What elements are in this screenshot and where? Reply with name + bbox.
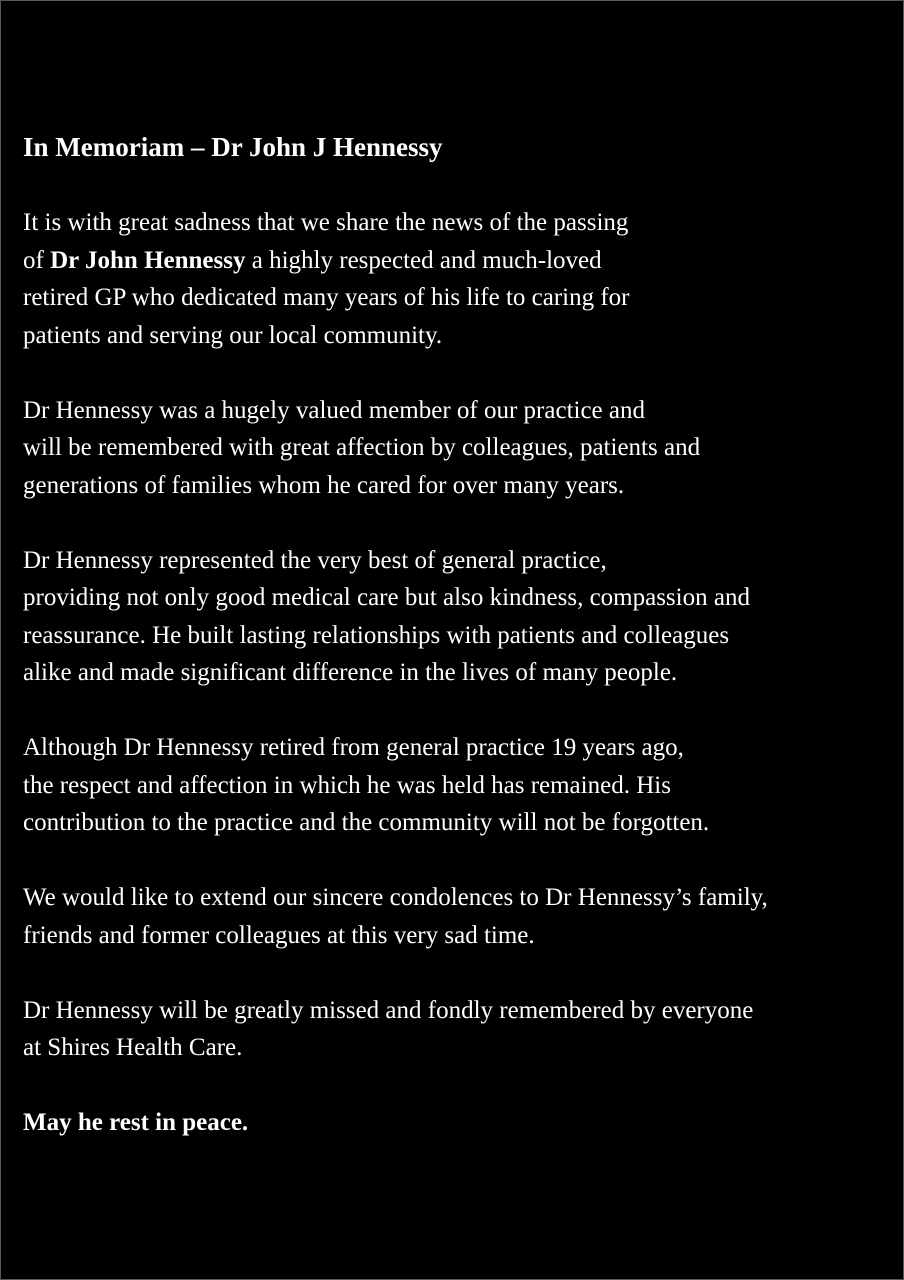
doctor-name-bold: Dr John Hennessy — [50, 246, 246, 274]
paragraph-3 — [23, 542, 893, 692]
paragraph-line: patients and serving our local community. — [23, 321, 443, 349]
memorial-notice-content — [23, 127, 893, 1142]
paragraph-line: Although Dr Hennessy retired from general practice 19 years ago, — [23, 734, 684, 761]
paragraph-line: Dr Hennessy will be greatly missed and fondly remembered by everyone — [23, 996, 754, 1024]
paragraph-1 — [23, 204, 893, 354]
paragraph-line: will be remembered with great affection by colleagues, patients and — [23, 434, 701, 461]
paragraph-line: Dr Hennessy represented the very best of general practice, — [23, 546, 607, 574]
paragraph-line: the respect and affection in which he was held has remained. His — [23, 771, 671, 799]
paragraph-line: Dr Hennessy was a hugely valued member of our practice and — [23, 396, 645, 424]
paragraph-line: It is with great sadness that we share the news of the passing — [23, 209, 629, 236]
notice-title: In Memoriam – Dr John J Hennessy — [23, 132, 443, 162]
paragraph-6 — [23, 992, 893, 1067]
line-text: a highly respected and much-loved — [245, 246, 602, 274]
paragraph-5 — [23, 879, 893, 954]
paragraph-line: providing not only good medical care but also kindness, compassion and — [23, 584, 750, 611]
paragraph-2 — [23, 392, 893, 505]
paragraph-line: reassurance. He built lasting relationships with patients and colleagues — [23, 621, 730, 649]
paragraph-line: generations of families whom he cared for over many years. — [23, 471, 625, 499]
paragraph-line: contribution to the practice and the community will not be forgotten. — [23, 809, 710, 836]
paragraph-line: retired GP who dedicated many years of his life to caring for — [23, 284, 630, 311]
paragraph-line: at Shires Health Care. — [23, 1034, 243, 1061]
paragraph-4 — [23, 729, 893, 842]
closing-line: May he rest in peace. — [23, 1109, 249, 1136]
line-text: of — [23, 246, 51, 274]
paragraph-line: We would like to extend our sincere condolences to Dr Hennessy’s family, — [23, 884, 768, 911]
paragraph-line: friends and former colleagues at this very sad time. — [23, 921, 535, 949]
paragraph-line — [23, 242, 893, 280]
paragraph-line: alike and made significant difference in the lives of many people. — [23, 659, 678, 686]
